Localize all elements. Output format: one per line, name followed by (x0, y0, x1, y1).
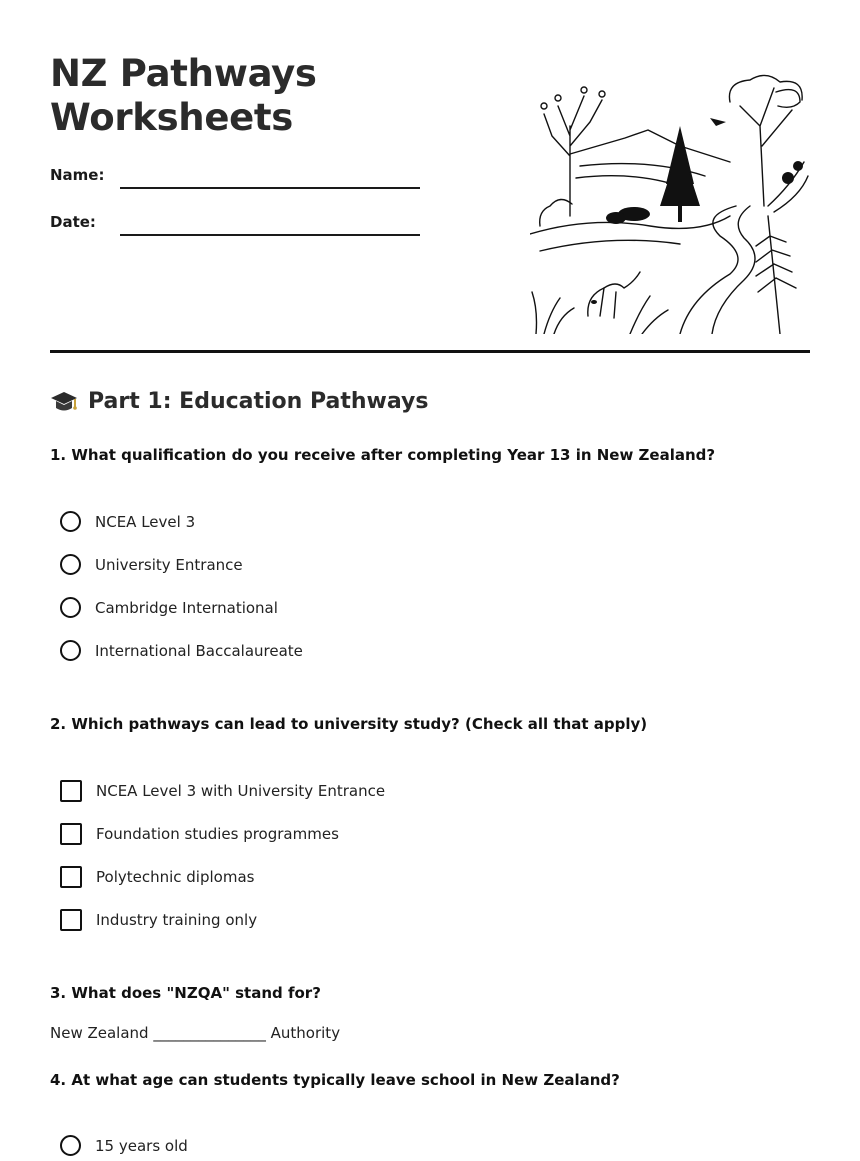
question-2: 2. Which pathways can lead to university study? (Check all that apply) (50, 715, 648, 733)
option-label: Cambridge International (95, 598, 278, 617)
q2-option-3[interactable] (60, 866, 254, 888)
q3-fill-in (50, 1024, 340, 1042)
fill-after: Authority (270, 1024, 341, 1042)
mountain-icon (570, 130, 730, 162)
radio-button[interactable] (60, 1135, 81, 1156)
checkbox[interactable] (60, 780, 82, 802)
radio-button[interactable] (60, 597, 81, 618)
nz-landscape-illustration (530, 66, 810, 334)
radio-button[interactable] (60, 511, 81, 532)
radio-button[interactable] (60, 554, 81, 575)
option-label: Foundation studies programmes (96, 825, 339, 843)
option-label: University Entrance (95, 555, 243, 574)
q2-option-4[interactable] (60, 909, 257, 931)
question-1: 1. What qualification do you receive after completing Year 13 in New Zealand? (50, 446, 716, 464)
fern-icon (756, 216, 796, 334)
date-field[interactable] (120, 234, 420, 236)
q2-option-1[interactable] (60, 780, 385, 802)
name-label: Name: (50, 166, 105, 184)
part-1-heading (50, 388, 428, 414)
option-label: Industry training only (96, 911, 258, 929)
question-4: 4. At what age can students typically leave school in New Zealand? (50, 1071, 620, 1089)
fill-before: New Zealand (50, 1024, 149, 1042)
header-divider (50, 350, 810, 353)
date-label: Date: (50, 213, 96, 231)
checkbox[interactable] (60, 823, 82, 845)
q2-option-2[interactable] (60, 823, 339, 845)
q1-option-2[interactable] (60, 554, 243, 575)
option-label: NCEA Level 3 with University Entrance (96, 782, 386, 800)
part-1-title: Part 1: Education Pathways (88, 388, 429, 414)
checkbox[interactable] (60, 909, 82, 931)
q1-option-4[interactable] (60, 640, 303, 661)
checkbox[interactable] (60, 866, 82, 888)
tree-icon (544, 96, 602, 216)
fill-blank[interactable]: _______________ (153, 1024, 266, 1042)
option-label: NCEA Level 3 (95, 512, 196, 531)
title-line-2: Worksheets (50, 96, 294, 139)
name-field[interactable] (120, 187, 420, 189)
graduation-cap-icon (50, 388, 78, 414)
page-title (50, 52, 317, 140)
q1-option-3[interactable] (60, 597, 278, 618)
option-label: 15 years old (95, 1136, 188, 1155)
radio-button[interactable] (60, 640, 81, 661)
option-label: International Baccalaureate (95, 641, 303, 660)
title-line-1: NZ Pathways (50, 52, 317, 95)
q4-option-1[interactable] (60, 1135, 188, 1156)
q1-option-1[interactable] (60, 511, 195, 532)
option-label: Polytechnic diplomas (96, 868, 255, 886)
question-3: 3. What does "NZQA" stand for? (50, 984, 321, 1002)
